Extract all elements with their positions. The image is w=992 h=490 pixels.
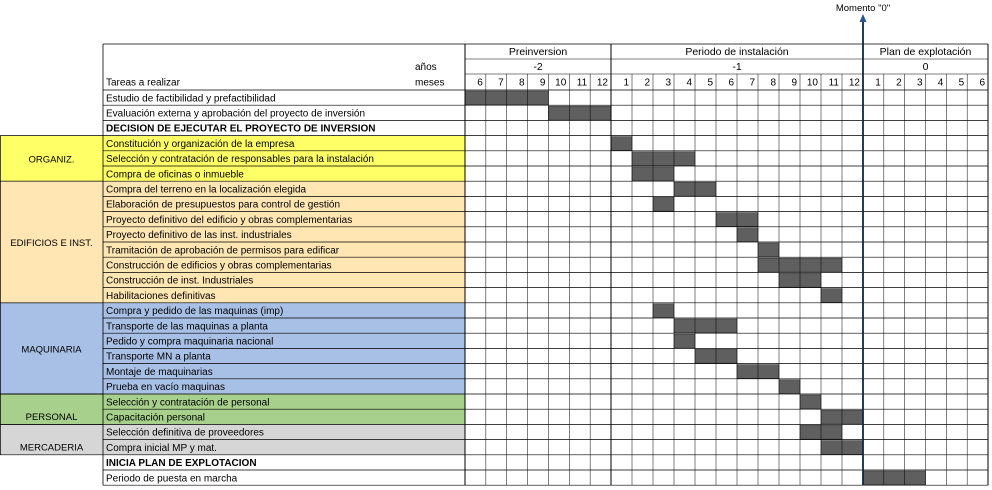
- phase-year: 0: [922, 61, 929, 73]
- month-label: 2: [644, 77, 650, 89]
- task-label: Compra de oficinas o inmueble: [106, 169, 244, 181]
- month-label: 1: [875, 77, 881, 89]
- task-label: Evaluación externa y aprobación del proyecto de inversión: [106, 108, 366, 120]
- gantt-bar: [653, 197, 674, 211]
- task-label: Elaboración de presupuestos para control de gestión: [106, 199, 341, 211]
- month-label: 10: [806, 77, 818, 89]
- gantt-bar: [863, 471, 926, 485]
- task-label: Habilitaciones definitivas: [106, 290, 216, 302]
- anios-label: años: [415, 62, 437, 73]
- month-label: 7: [749, 77, 755, 89]
- task-label: Construcción de inst. Industriales: [106, 275, 254, 287]
- month-label: 6: [728, 77, 734, 89]
- month-label: 6: [477, 77, 483, 89]
- month-label: 9: [539, 77, 546, 89]
- gantt-bar: [737, 228, 758, 242]
- task-label: Compra del terreno en la localización elegida: [106, 184, 307, 196]
- task-label: Construcción de edificios y obras complementarias: [106, 260, 332, 272]
- task-label: Prueba en vacío maquinas: [106, 382, 225, 394]
- tareas-label: Tareas a realizar: [106, 77, 180, 89]
- month-label: 8: [770, 77, 776, 89]
- month-label: 3: [665, 77, 671, 89]
- task-label: INICIA PLAN DE EXPLOTACION: [106, 458, 257, 470]
- phase-title: Periodo de instalación: [685, 46, 789, 58]
- task-label: Montaje de maquinarias: [106, 366, 213, 378]
- group-label: EDIFICIOS E INST.: [10, 238, 93, 249]
- month-label: 4: [937, 77, 944, 89]
- phase-year: -1: [732, 61, 742, 73]
- task-label: Selección y contratación de personal: [106, 397, 270, 409]
- month-label: 3: [916, 77, 923, 89]
- task-label: Proyecto definitivo de las inst. industriales: [106, 230, 292, 242]
- month-label: 9: [791, 77, 797, 89]
- task-label: Transporte de las maquinas a planta: [106, 321, 268, 333]
- group-label: MERCADERIA: [19, 442, 84, 454]
- task-label: Tramitación de aprobación de permisos para edificar: [106, 245, 340, 257]
- gantt-bar: [548, 106, 611, 120]
- month-label: 5: [707, 77, 713, 89]
- month-label: 12: [596, 77, 608, 89]
- month-label: 12: [848, 77, 860, 89]
- month-label: 4: [686, 77, 692, 89]
- month-label: 6: [979, 77, 985, 89]
- gantt-bar: [758, 243, 779, 257]
- task-label: Constitución y organización de la empresa: [106, 138, 295, 150]
- task-label: Periodo de puesta en marcha: [106, 473, 238, 485]
- month-label: 11: [828, 77, 839, 89]
- phase-year: -2: [533, 61, 543, 73]
- task-label: Estudio de factibilidad y prefactibilidad: [106, 93, 276, 105]
- group-label: ORGANIZ.: [28, 154, 75, 166]
- momento-cero-label: Momento "0": [835, 3, 891, 14]
- phase-title: Preinversion: [508, 46, 568, 58]
- task-label: DECISION DE EJECUTAR EL PROYECTO DE INVERSION: [106, 123, 376, 135]
- month-label: 5: [958, 77, 965, 89]
- gantt-bar: [779, 380, 800, 394]
- task-label: Selección y contratación de responsables para la instalación: [106, 154, 374, 166]
- phase-title: Plan de explotación: [879, 46, 972, 58]
- month-label: 8: [519, 77, 525, 89]
- gantt-bar: [674, 319, 737, 333]
- task-label: Proyecto definitivo del edificio y obras complementarias: [106, 214, 353, 226]
- task-label: Pedido y compra maquinaria nacional: [106, 336, 274, 348]
- task-label: Compra inicial MP y mat.: [106, 442, 217, 454]
- month-label: 2: [896, 77, 902, 89]
- month-label: 1: [623, 77, 629, 89]
- gantt-bar: [653, 304, 674, 318]
- task-label: Compra y pedido de las maquinas (imp): [106, 306, 284, 318]
- gantt-bar: [821, 289, 842, 303]
- gantt-bar: [800, 395, 821, 409]
- month-label: 11: [576, 77, 588, 89]
- gantt-bar: [674, 334, 695, 348]
- task-label: Transporte MN a planta: [106, 351, 211, 363]
- group-label: PERSONAL: [25, 412, 78, 424]
- meses-label: meses: [415, 77, 445, 89]
- task-label: Capacitación personal: [106, 412, 205, 424]
- month-label: 7: [498, 77, 504, 89]
- group-label: MAQUINARIA: [21, 344, 82, 356]
- gantt-bar: [611, 137, 632, 151]
- momento-cero-arrow: [860, 14, 867, 22]
- gantt-bar: [632, 152, 695, 166]
- month-label: 10: [555, 77, 567, 89]
- task-label: Selección definitiva de proveedores: [106, 427, 264, 439]
